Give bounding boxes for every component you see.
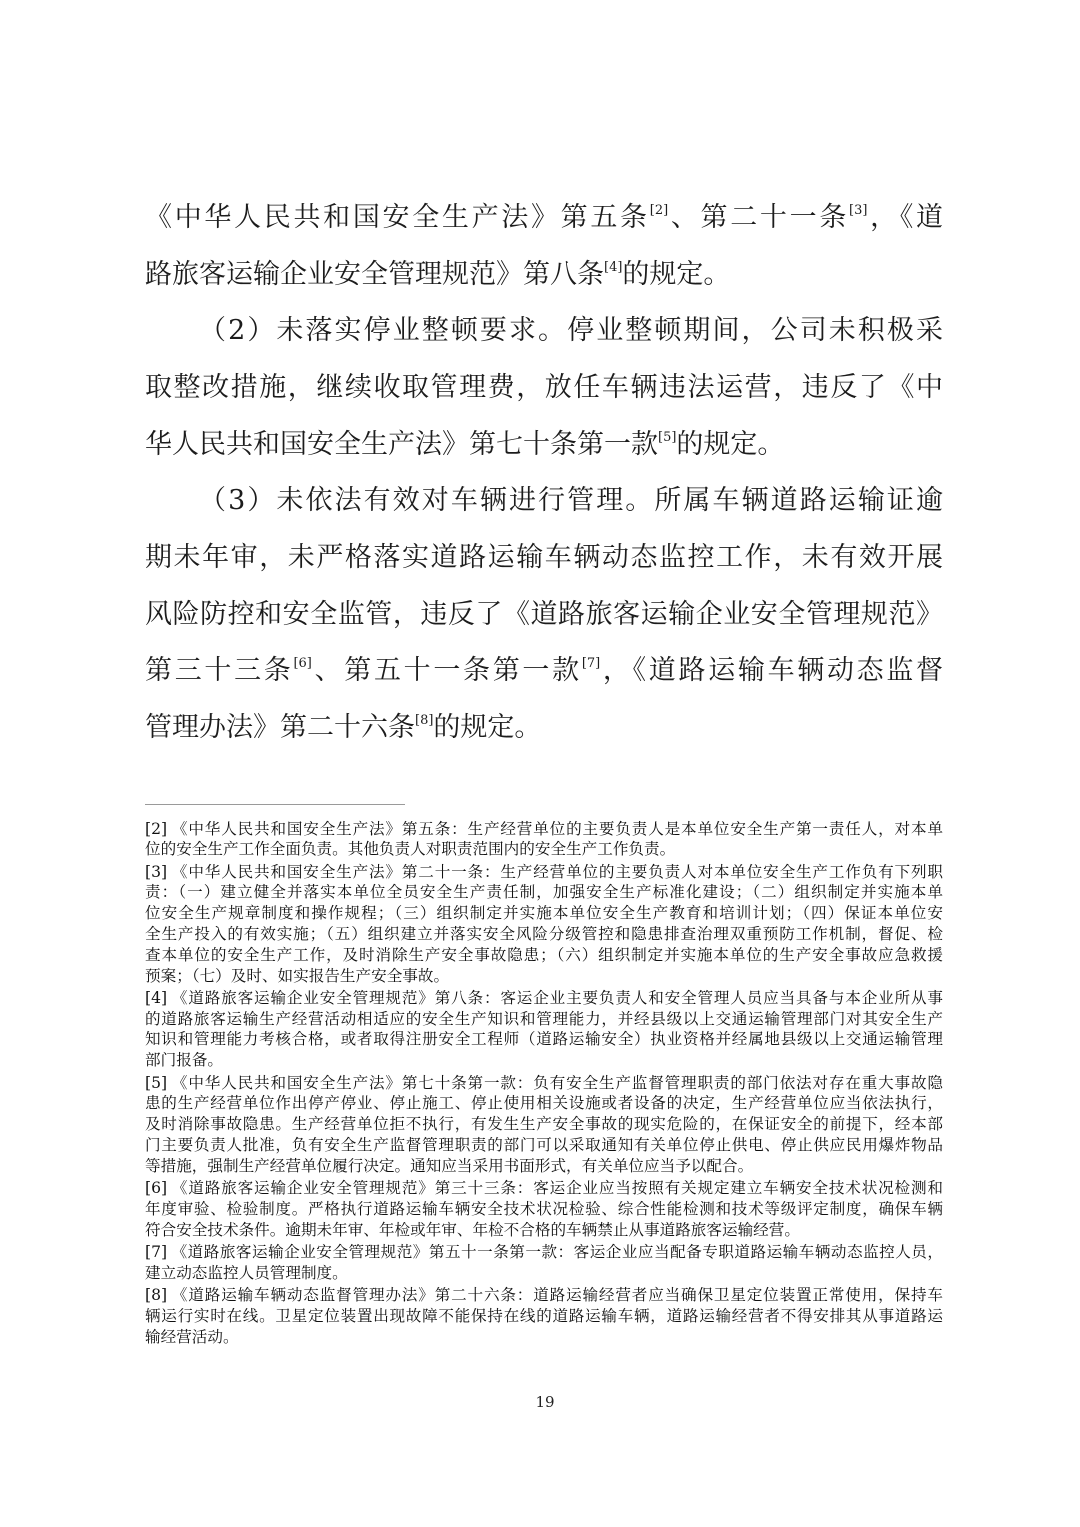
body-text-segment: 的规定。 bbox=[676, 428, 785, 460]
body-line-2 bbox=[145, 247, 943, 304]
footnote-text: 《道路运输车辆动态监督管理办法》第二十六条：道路运输经营者应当确保卫星定位装置正常使用，保持车 bbox=[171, 1286, 943, 1305]
footnote-marker: [7] bbox=[145, 1242, 168, 1261]
footnote-line: 及时消除事故隐患。生产经营单位拒不执行，有发生生产安全事故的现实危险的，在保证安全的前提下，经本部 bbox=[145, 1115, 943, 1134]
footnote-text: 《中华人民共和国安全生产法》第五条：生产经营单位的主要负责人是本单位安全生产第一责任人，对本单 bbox=[171, 819, 943, 838]
body-line-6: （3）未依法有效对车辆进行管理。所属车辆道路运输证逾 bbox=[199, 485, 943, 517]
body-text-segment: ，《道路运输车辆动态监督 bbox=[600, 655, 944, 687]
footnote-line: 责：（一）建立健全并落实本单位全员安全生产责任制，加强安全生产标准化建设；（二）组织制定并实施本单 bbox=[145, 883, 943, 902]
body-text-segment: 华人民共和国安全生产法》第七十条第一款 bbox=[145, 428, 658, 460]
body-line-9 bbox=[145, 643, 943, 700]
footnote-line: 查本单位的安全生产工作，及时消除生产安全事故隐患；（六）组织制定并实施本单位的生产安全事故应急救援 bbox=[145, 945, 943, 964]
footnote-line: 患的生产经营单位作出停产停业、停止施工、停止使用相关设施或者设备的决定，生产经营单位应当依法执行， bbox=[145, 1094, 943, 1113]
footnote-ref: [4] bbox=[604, 259, 623, 275]
footnote-line bbox=[145, 1073, 943, 1094]
body-text-segment: 的规定。 bbox=[622, 258, 731, 290]
body-text-segment: 路旅客运输企业安全管理规范》第八条 bbox=[145, 258, 604, 290]
footnote-line: 输经营活动。 bbox=[145, 1327, 239, 1346]
footnote-text: 《道路旅客运输企业安全管理规范》第五十一条第一款：客运企业应当配备专职道路运输车辆动态监控人员， bbox=[171, 1242, 943, 1261]
footnote-line bbox=[145, 1178, 943, 1199]
footnote-ref: [3] bbox=[849, 203, 868, 218]
footnote-line: 建立动态监控人员管理制度。 bbox=[145, 1263, 348, 1282]
footnote-marker: [8] bbox=[145, 1286, 168, 1305]
body-text-segment: 、第二十一条 bbox=[668, 202, 850, 233]
footnote-5 bbox=[145, 1073, 943, 1177]
footnote-line: 部门报备。 bbox=[145, 1051, 223, 1070]
footnote-line: 全生产投入的有效实施；（五）组织建立并落实安全风险分级管控和隐患排查治理双重预防工作机制，督促、检 bbox=[145, 924, 943, 943]
footnote-line: 辆运行实时在线。卫星定位装置出现故障不能保持在线的道路运输车辆，道路运输经营者不得安排其从事道路运 bbox=[145, 1306, 943, 1325]
body-line-4: 取整改措施，继续收取管理费，放任车辆违法运营，违反了《中 bbox=[145, 371, 943, 403]
footnote-7 bbox=[145, 1242, 943, 1284]
body-line-8: 风险防控和安全监管，违反了《道路旅客运输企业安全管理规范》 bbox=[145, 598, 943, 630]
body-text-segment: 第三十三条 bbox=[145, 655, 294, 687]
footnote-marker: [4] bbox=[145, 988, 168, 1007]
footnote-line: 等措施，强制生产经营单位履行决定。通知应当采用书面形式，有关单位应当予以配合。 bbox=[145, 1156, 754, 1175]
footnote-ref: [8] bbox=[415, 712, 434, 728]
footnote-text: 《道路旅客运输企业安全管理规范》第八条：客运企业主要负责人和安全管理人员应当具备与本企业所从事 bbox=[171, 988, 943, 1007]
footnote-line bbox=[145, 1285, 943, 1306]
body-line-7: 期未年审，未严格落实道路运输车辆动态监控工作，未有效开展 bbox=[145, 541, 943, 573]
body-text-segment: 的规定。 bbox=[433, 711, 542, 743]
footnote-line: 知识和管理能力考核合格，或者取得注册安全工程师（道路运输安全）执业资格并经属地县级以上交通运输管理 bbox=[145, 1030, 943, 1049]
footnote-line: 门主要负责人批准，负有安全生产监督管理职责的部门可以采取通知有关单位停止供电、停止供应民用爆炸物品 bbox=[145, 1135, 943, 1154]
footnote-2 bbox=[145, 819, 943, 861]
body-line-1 bbox=[145, 190, 943, 247]
footnote-line bbox=[145, 1242, 943, 1263]
footnote-line: 位安全生产规章制度和操作规程；（三）组织制定并实施本单位安全生产教育和培训计划；（四）保证本单位安 bbox=[145, 904, 943, 923]
footnote-3 bbox=[145, 862, 943, 987]
footnote-line: 位的安全生产工作全面负责。其他负责人对职责范围内的安全生产工作负责。 bbox=[145, 840, 676, 859]
body-text bbox=[145, 190, 943, 757]
footnote-text: 《中华人民共和国安全生产法》第二十一条：生产经营单位的主要负责人对本单位安全生产工作负有下列职 bbox=[171, 862, 943, 881]
body-line-10 bbox=[145, 700, 943, 757]
footnote-ref: [5] bbox=[658, 429, 677, 445]
footnote-line bbox=[145, 988, 943, 1009]
footnote-ref: [7] bbox=[581, 656, 601, 672]
body-text-segment: 《中华人民共和国安全生产法》第五条 bbox=[145, 202, 650, 233]
footnote-line: 符合安全技术条件。逾期未年审、年检或年审、年检不合格的车辆禁止从事道路旅客运输经营。 bbox=[145, 1220, 800, 1239]
footnote-line: 的道路旅客运输生产经营活动相适应的安全生产知识和管理能力，并经县级以上交通运输管理部门对其安全生产 bbox=[145, 1009, 943, 1028]
footnote-text: 《中华人民共和国安全生产法》第七十条第一款：负有安全生产监督管理职责的部门依法对存在重大事故隐 bbox=[171, 1073, 943, 1092]
footnote-ref: [2] bbox=[649, 203, 669, 218]
footnote-line bbox=[145, 862, 943, 883]
footnote-marker: [2] bbox=[145, 819, 168, 838]
footnote-separator bbox=[145, 804, 405, 805]
footnote-marker: [6] bbox=[145, 1179, 168, 1198]
footnote-6 bbox=[145, 1178, 943, 1240]
body-text-segment: ，《道 bbox=[867, 202, 944, 233]
footnote-line: 预案；（七）及时、如实报告生产安全事故。 bbox=[145, 966, 450, 985]
footnote-marker: [3] bbox=[145, 862, 168, 881]
footnote-line bbox=[145, 819, 943, 840]
footnote-ref: [6] bbox=[293, 656, 312, 672]
body-text-segment: 管理办法》第二十六条 bbox=[145, 711, 415, 743]
footnote-line: 年度审验、检验制度。严格执行道路运输车辆安全技术状况检验、综合性能检测和技术等级评定制度，确保车辆 bbox=[145, 1199, 943, 1218]
footnote-4 bbox=[145, 988, 943, 1071]
body-text-segment: 、第五十一条第一款 bbox=[311, 655, 582, 687]
footnote-text: 《道路旅客运输企业安全管理规范》第三十三条：客运企业应当按照有关规定建立车辆安全技术状况检测和 bbox=[171, 1179, 943, 1198]
footnote-8 bbox=[145, 1285, 943, 1347]
page-number: 19 bbox=[535, 1393, 555, 1411]
footnote-marker: [5] bbox=[145, 1073, 168, 1092]
body-line-5 bbox=[145, 417, 943, 474]
body-line-3: （2）未落实停业整顿要求。停业整顿期间，公司未积极采 bbox=[199, 315, 943, 347]
footnotes bbox=[145, 819, 943, 1349]
